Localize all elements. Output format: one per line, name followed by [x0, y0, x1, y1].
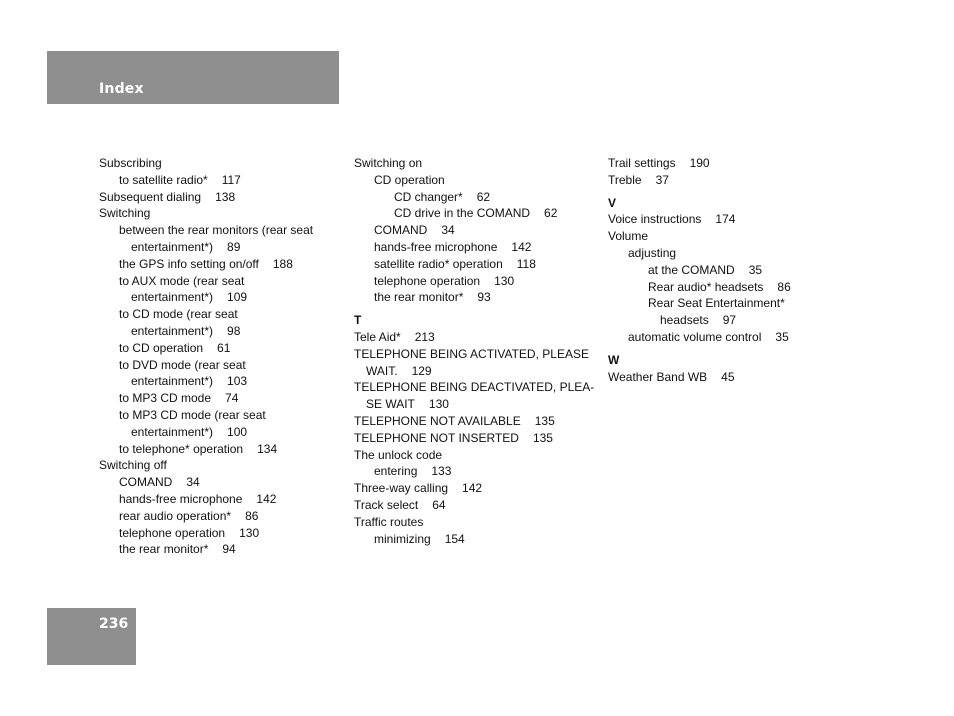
index-entry-text: entertainment*) [131, 239, 214, 254]
index-entry-page: 62 [476, 189, 491, 204]
index-entry [99, 525, 339, 542]
index-column-2 [354, 155, 594, 547]
index-entry-page: 45 [721, 369, 735, 384]
index-entry [99, 407, 339, 424]
index-entry-text: Three-way calling [354, 481, 449, 496]
index-entry-text: Trail settings [608, 156, 676, 170]
index-entry [99, 172, 339, 189]
index-entry [99, 457, 339, 474]
index-entry-text: hands-free microphone [119, 491, 243, 506]
index-entry [354, 256, 594, 273]
index-entry [354, 273, 594, 290]
index-entry [608, 211, 848, 228]
index-entry [354, 497, 594, 514]
index-entry [99, 222, 339, 239]
index-entry-text: Subscribing [99, 156, 162, 170]
index-entry [608, 262, 848, 279]
index-entry-page: 86 [245, 508, 259, 523]
index-entry-text: to CD operation [119, 340, 204, 355]
index-entry-text: minimizing [374, 531, 431, 546]
index-entry-text: satellite radio* operation [374, 256, 503, 271]
index-entry [608, 312, 848, 329]
index-header-tab [47, 51, 339, 104]
index-entry-page: 188 [272, 256, 293, 271]
index-entry [99, 256, 339, 273]
index-entry-page: 109 [227, 290, 248, 305]
index-entry-page: 190 [689, 156, 710, 170]
page-title: Index [99, 81, 144, 97]
index-entry [99, 373, 339, 390]
index-entry [99, 508, 339, 525]
index-entry-page: 135 [534, 413, 555, 428]
index-entry-text: headsets [660, 313, 709, 328]
index-entry [99, 239, 339, 256]
index-entry-page: 35 [775, 329, 789, 344]
index-entry-text: Rear Seat Entertainment* [648, 296, 785, 311]
index-entry-text: Weather Band WB [608, 369, 708, 384]
index-entry-text: Switching [99, 206, 151, 221]
index-entry-text: at the COMAND [648, 262, 735, 277]
index-entry-page: 134 [257, 441, 278, 456]
index-entry [354, 289, 594, 306]
index-entry [608, 155, 848, 172]
index-entry [608, 329, 848, 346]
index-entry-page: 133 [431, 464, 452, 479]
index-entry [99, 289, 339, 306]
index-entry [354, 430, 594, 447]
index-entry-text: rear audio operation* [119, 508, 232, 523]
index-entry-page: 86 [777, 279, 791, 294]
index-entry-text: entertainment*) [131, 374, 214, 389]
index-entry-text: entertainment*) [131, 290, 214, 305]
index-section-letter: V [608, 195, 617, 210]
index-entry [354, 531, 594, 548]
index-entry-page: 129 [411, 363, 432, 378]
index-entry-page: 142 [256, 491, 277, 506]
index-entry-page: 61 [217, 340, 231, 355]
index-entry-text: TELEPHONE BEING DEACTIVATED, PLEA- [354, 380, 595, 395]
index-entry-text: Volume [608, 229, 649, 244]
index-entry [354, 480, 594, 497]
index-entry [354, 222, 594, 239]
index-entry [354, 205, 594, 222]
index-entry [354, 189, 594, 206]
index-entry [99, 357, 339, 374]
index-entry [354, 172, 594, 189]
index-entry-text: TELEPHONE BEING ACTIVATED, PLEASE [354, 346, 589, 361]
index-entry-text: Switching on [354, 156, 423, 170]
index-entry-page: 130 [428, 397, 449, 412]
index-entry-text: to AUX mode (rear seat [119, 273, 245, 288]
index-entry [99, 205, 339, 222]
index-entry-page: 34 [441, 223, 455, 238]
index-entry-text: entertainment*) [131, 323, 214, 338]
index-entry-page: 74 [225, 391, 239, 406]
index-entry-text: to DVD mode (rear seat [119, 357, 246, 372]
index-entry-page: 64 [432, 497, 446, 512]
index-entry-text: Switching off [99, 458, 167, 473]
index-entry-text: the rear monitor* [119, 542, 209, 557]
index-entry-page: 117 [221, 172, 241, 187]
index-entry-text: COMAND [374, 223, 428, 238]
index-entry [99, 340, 339, 357]
index-entry-text: automatic volume control [628, 329, 762, 344]
index-entry [608, 369, 848, 386]
index-entry-text: to CD mode (rear seat [119, 307, 238, 322]
index-entry-page: 174 [715, 212, 736, 227]
index-entry-text: between the rear monitors (rear seat [119, 223, 314, 238]
index-entry [354, 155, 594, 172]
index-entry [354, 346, 594, 363]
index-entry-page: 94 [222, 542, 236, 557]
index-column-3 [608, 155, 848, 385]
index-entry [354, 379, 594, 396]
index-entry-text: to MP3 CD mode (rear seat [119, 407, 266, 422]
index-entry-page: 93 [477, 290, 491, 305]
index-entry [608, 172, 848, 189]
index-entry-text: TELEPHONE NOT INSERTED [354, 430, 519, 445]
index-entry-page: 35 [748, 262, 763, 277]
index-entry-text: telephone operation [119, 525, 226, 540]
index-entry-text: CD drive in the COMAND [394, 206, 531, 221]
index-entry-page: 34 [186, 475, 200, 490]
index-entry-text: TELEPHONE NOT AVAILABLE [354, 413, 521, 428]
index-entry [354, 463, 594, 480]
index-entry-text: Traffic routes [354, 514, 424, 529]
index-entry [354, 514, 594, 531]
index-entry-text: to satellite radio* [119, 172, 208, 187]
index-entry-page: 118 [516, 256, 536, 271]
index-entry-text: CD operation [374, 172, 445, 187]
index-column-1 [99, 155, 339, 558]
index-entry-text: Rear audio* headsets [648, 279, 764, 294]
index-entry-page: 97 [722, 313, 737, 328]
index-entry [99, 441, 339, 458]
index-entry [99, 474, 339, 491]
index-entry [608, 295, 848, 312]
page-number-tab [47, 608, 136, 665]
index-entry-page: 154 [444, 531, 465, 546]
index-entry-page: 213 [414, 329, 435, 344]
page-number: 236 [99, 616, 129, 632]
index-section-letter: T [354, 313, 362, 328]
index-entry [99, 323, 339, 340]
index-entry-text: Subsequent dialing [99, 189, 202, 204]
index-entry [354, 329, 594, 346]
index-entry [99, 306, 339, 323]
index-entry [608, 245, 848, 262]
index-entry [99, 424, 339, 441]
index-entry [608, 279, 848, 296]
index-entry [99, 541, 339, 558]
index-entry [354, 396, 594, 413]
index-entry [99, 189, 339, 206]
index-entry-text: COMAND [119, 475, 173, 490]
index-entry-text: to telephone* operation [119, 441, 244, 456]
index-entry-text: entertainment*) [131, 424, 214, 439]
index-entry-text: the rear monitor* [374, 290, 464, 305]
index-entry [99, 273, 339, 290]
index-entry-text: Tele Aid* [354, 329, 401, 344]
index-entry-text: WAIT. [366, 363, 398, 378]
index-entry-text: to MP3 CD mode [119, 391, 212, 406]
index-entry-page: 142 [462, 481, 483, 496]
index-entry-page: 62 [544, 206, 558, 221]
index-entry-text: CD changer* [394, 189, 463, 204]
index-entry-page: 103 [227, 374, 248, 389]
index-entry [354, 447, 594, 464]
index-entry-page: 142 [511, 239, 532, 254]
index-entry-text: Voice instructions [608, 212, 702, 227]
index-entry [354, 363, 594, 380]
index-entry-text: The unlock code [354, 447, 443, 462]
index-entry [99, 491, 339, 508]
index-section-letter: W [608, 352, 620, 367]
index-entry-text: Treble [608, 172, 642, 187]
index-entry-text: hands-free microphone [374, 239, 498, 254]
index-entry-page: 138 [215, 189, 236, 204]
index-entry-page: 130 [494, 273, 515, 288]
index-entry [99, 390, 339, 407]
index-entry [354, 413, 594, 430]
index-entry [608, 228, 848, 245]
index-entry-page: 89 [227, 239, 241, 254]
index-entry-text: entering [374, 464, 418, 479]
index-entry-page: 135 [532, 430, 553, 445]
index-entry-text: Track select [354, 497, 419, 512]
index-entry-text: the GPS info setting on/off [119, 256, 259, 271]
index-entry-page: 100 [227, 424, 248, 439]
index-entry [99, 155, 339, 172]
index-entry-text: SE WAIT [366, 397, 415, 412]
index-entry-text: telephone operation [374, 273, 481, 288]
index-entry-page: 37 [655, 172, 669, 187]
index-entry-page: 98 [227, 323, 241, 338]
index-entry-text: adjusting [628, 245, 677, 260]
index-entry [354, 239, 594, 256]
index-entry-page: 130 [239, 525, 260, 540]
